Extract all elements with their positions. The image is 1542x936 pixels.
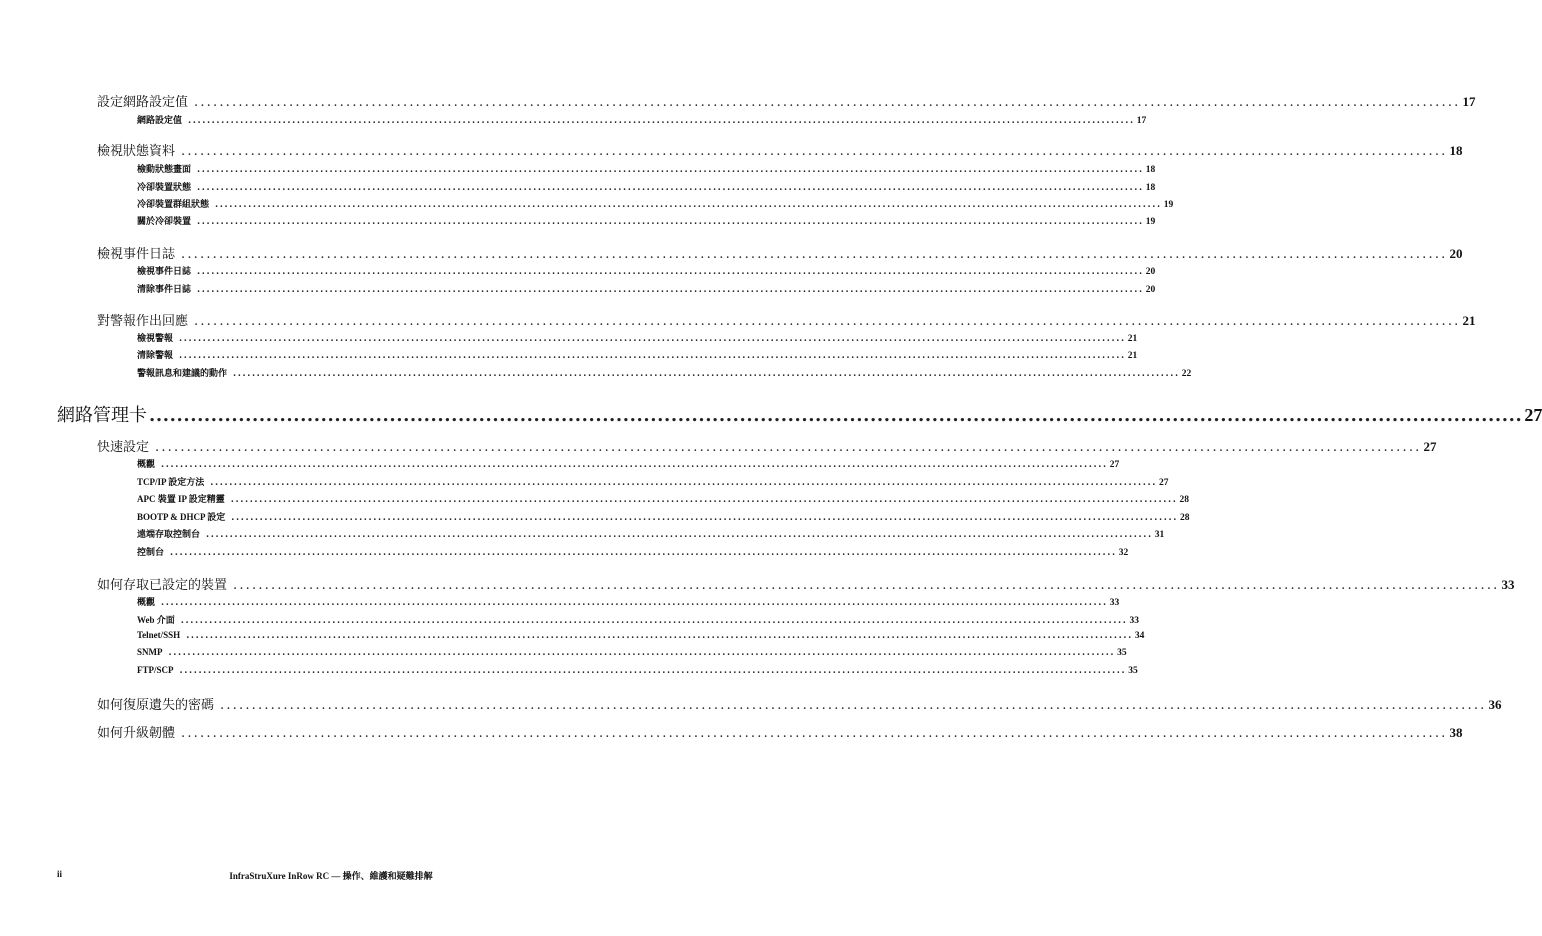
toc-entry-page: 22 xyxy=(1181,369,1192,379)
toc-entry-page: 28 xyxy=(1179,513,1190,523)
toc-entry-title: 設定網路設定值 xyxy=(97,95,189,110)
toc-chapter-network-management-card[interactable] xyxy=(57,401,1542,427)
toc-entry-title: FTP/SCP xyxy=(137,665,174,675)
toc-entry-quick-config[interactable] xyxy=(97,436,1437,455)
toc-entry-title: 清除警報 xyxy=(137,350,174,360)
leader-dots: ........................................................................................................................................................................................................ xyxy=(230,495,1178,505)
toc-entry-network-settings[interactable] xyxy=(97,91,1476,110)
toc-entry-title: 控制台 xyxy=(137,547,165,557)
leader-dots: ........................................................................................................................................................................................................ xyxy=(197,165,1144,175)
toc-entry-page: 33 xyxy=(1109,598,1120,608)
toc-entry-page: 19 xyxy=(1163,200,1174,210)
toc-entry-title: 快速設定 xyxy=(97,440,150,455)
leader-dots: ........................................................................................................................................................................................................ xyxy=(215,200,1162,210)
toc-entry-page: 38 xyxy=(1449,725,1463,740)
toc-subentry[interactable] xyxy=(137,331,1138,344)
toc-chapter-page: 27 xyxy=(1524,405,1542,425)
toc-entry-alarms[interactable] xyxy=(97,310,1476,329)
toc-entry-title: APC 裝置 IP 設定精靈 xyxy=(137,494,225,504)
toc-subentry[interactable] xyxy=(137,665,1138,676)
toc-entry-title: SNMP xyxy=(137,647,163,657)
footer-document-title: InfraStruXure InRow RC — 操作、維護和疑難排解 xyxy=(229,871,433,881)
leader-dots: ........................................................................................................................................................................................................ xyxy=(188,116,1135,126)
toc-entry-page: 32 xyxy=(1118,548,1129,558)
toc-entry-page: 27 xyxy=(1423,439,1437,454)
toc-entry-upgrade-firmware[interactable] xyxy=(97,722,1463,741)
leader-dots: ........................................................................................................................................................................................................ xyxy=(180,616,1128,626)
toc-entry-title: Web 介面 xyxy=(137,615,175,625)
toc-chapter-title: 網路管理卡 xyxy=(57,405,147,426)
toc-entry-page: 35 xyxy=(1117,648,1127,658)
leader-dots: ........................................................................................................................................................................................................ xyxy=(197,267,1144,277)
toc-subentry[interactable] xyxy=(137,595,1120,608)
toc-entry-title: 檢視警報 xyxy=(137,333,174,343)
toc-entry-title: 如何復原遺失的密碼 xyxy=(97,698,215,713)
leader-dots: ........................................................................................................................................................................................................ xyxy=(197,217,1144,227)
toc-subentry[interactable] xyxy=(137,162,1156,175)
toc-entry-title: 如何升級韌體 xyxy=(97,726,176,741)
toc-entry-page: 20 xyxy=(1145,285,1156,295)
toc-entry-title: 檢視事件日誌 xyxy=(137,266,192,276)
toc-entry-page: 33 xyxy=(1129,616,1139,626)
toc-entry-title: 清除事件日誌 xyxy=(137,284,192,294)
toc-entry-page: 27 xyxy=(1109,460,1120,470)
toc-entry-title: 對警報作出回應 xyxy=(97,314,189,329)
toc-subentry[interactable] xyxy=(137,510,1190,523)
toc-subentry[interactable] xyxy=(137,366,1192,379)
toc-subentry[interactable] xyxy=(137,214,1156,227)
toc-entry-page: 21 xyxy=(1127,351,1138,361)
toc-entry-page: 17 xyxy=(1136,116,1147,126)
leader-dots: ........................................................................................................................................................................................................ xyxy=(220,698,1487,713)
toc-entry-page: 20 xyxy=(1449,246,1463,261)
leader-dots: ........................................................................................................................................................................................................ xyxy=(179,666,1127,676)
toc-subentry[interactable] xyxy=(137,282,1156,295)
toc-entry-title: 概觀 xyxy=(137,459,156,469)
toc-subentry[interactable] xyxy=(137,348,1138,361)
toc-subentry[interactable] xyxy=(137,180,1156,193)
toc-entry-page: 28 xyxy=(1179,495,1189,505)
toc-subentry[interactable] xyxy=(137,527,1165,540)
toc-entry-view-status[interactable] xyxy=(97,140,1463,159)
toc-entry-page: 36 xyxy=(1488,697,1502,712)
leader-dots: ........................................................................................................................................................................................................ xyxy=(197,183,1144,193)
toc-entry-title: Telnet/SSH xyxy=(137,630,181,640)
leader-dots: ........................................................................................................................................................................................................ xyxy=(179,334,1126,344)
toc-entry-title: 關於冷卻裝置 xyxy=(137,216,192,226)
toc-entry-page: 18 xyxy=(1145,183,1156,193)
toc-subentry[interactable] xyxy=(137,475,1169,488)
toc-entry-page: 27 xyxy=(1158,478,1169,488)
leader-dots: ........................................................................................................................................................................................................ xyxy=(197,285,1144,295)
toc-entry-page: 21 xyxy=(1127,334,1138,344)
leader-dots: ........................................................................................................................................................................................................ xyxy=(149,405,1523,426)
toc-entry-title: 檢視事件日誌 xyxy=(97,247,176,262)
toc-entry-title: 概觀 xyxy=(137,597,156,607)
toc-entry-title: 如何存取已設定的裝置 xyxy=(97,578,228,593)
leader-dots: ........................................................................................................................................................................................................ xyxy=(161,598,1108,608)
toc-entry-page: 33 xyxy=(1501,577,1515,592)
leader-dots: ........................................................................................................................................................................................................ xyxy=(155,440,1422,455)
toc-entry-title: 冷卻裝置狀態 xyxy=(137,182,192,192)
toc-entry-page: 18 xyxy=(1145,165,1156,175)
toc-subentry[interactable] xyxy=(137,113,1147,126)
leader-dots: ........................................................................................................................................................................................................ xyxy=(168,648,1116,658)
toc-entry-page: 18 xyxy=(1449,143,1463,158)
toc-entry-access-device[interactable] xyxy=(97,574,1515,593)
toc-entry-title: 警報訊息和建議的動作 xyxy=(137,368,228,378)
toc-entry-page: 20 xyxy=(1145,267,1156,277)
footer-page-number: ii xyxy=(57,869,63,879)
leader-dots: ........................................................................................................................................................................................................ xyxy=(161,460,1108,470)
toc-entry-page: 17 xyxy=(1462,94,1476,109)
toc-subentry[interactable] xyxy=(137,545,1129,558)
toc-entry-event-log[interactable] xyxy=(97,243,1463,262)
toc-entry-page: 31 xyxy=(1154,530,1165,540)
toc-entry-page: 21 xyxy=(1462,313,1476,328)
toc-subentry[interactable] xyxy=(137,613,1139,626)
leader-dots: ........................................................................................................................................................................................................ xyxy=(194,314,1461,329)
toc-entry-title: 冷卻裝置群組狀態 xyxy=(137,199,210,209)
leader-dots: ........................................................................................................................................................................................................ xyxy=(206,530,1153,540)
toc-entry-title: 網路設定值 xyxy=(137,115,183,125)
toc-subentry[interactable] xyxy=(137,197,1174,210)
leader-dots: ........................................................................................................................................................................................................ xyxy=(170,548,1117,558)
leader-dots: ........................................................................................................................................................................................................ xyxy=(233,578,1500,593)
toc-subentry[interactable] xyxy=(137,457,1120,470)
leader-dots: ........................................................................................................................................................................................................ xyxy=(181,144,1448,159)
leader-dots: ........................................................................................................................................................................................................ xyxy=(181,726,1448,741)
leader-dots: ........................................................................................................................................................................................................ xyxy=(233,369,1180,379)
leader-dots: ........................................................................................................................................................................................................ xyxy=(231,513,1178,523)
toc-subentry[interactable] xyxy=(137,264,1156,277)
leader-dots: ........................................................................................................................................................................................................ xyxy=(186,631,1133,641)
toc-entry-page: 34 xyxy=(1134,631,1145,641)
leader-dots: ........................................................................................................................................................................................................ xyxy=(194,95,1461,110)
toc-entry-title: 遠端存取控制台 xyxy=(137,529,201,539)
toc-entry-title: TCP/IP 設定方法 xyxy=(137,477,205,487)
toc-entry-recover-password[interactable] xyxy=(97,694,1502,713)
leader-dots: ........................................................................................................................................................................................................ xyxy=(210,478,1157,488)
leader-dots: ........................................................................................................................................................................................................ xyxy=(179,351,1126,361)
toc-entry-title: 檢視狀態資料 xyxy=(97,144,176,159)
toc-entry-page: 19 xyxy=(1145,217,1156,227)
toc-subentry[interactable] xyxy=(137,647,1127,658)
toc-entry-title: BOOTP & DHCP 設定 xyxy=(137,512,226,522)
toc-subentry[interactable] xyxy=(137,492,1189,505)
leader-dots: ........................................................................................................................................................................................................ xyxy=(181,247,1448,262)
toc-subentry[interactable] xyxy=(137,630,1145,641)
toc-entry-page: 35 xyxy=(1128,666,1138,676)
toc-entry-title: 檢動狀態畫面 xyxy=(137,164,192,174)
